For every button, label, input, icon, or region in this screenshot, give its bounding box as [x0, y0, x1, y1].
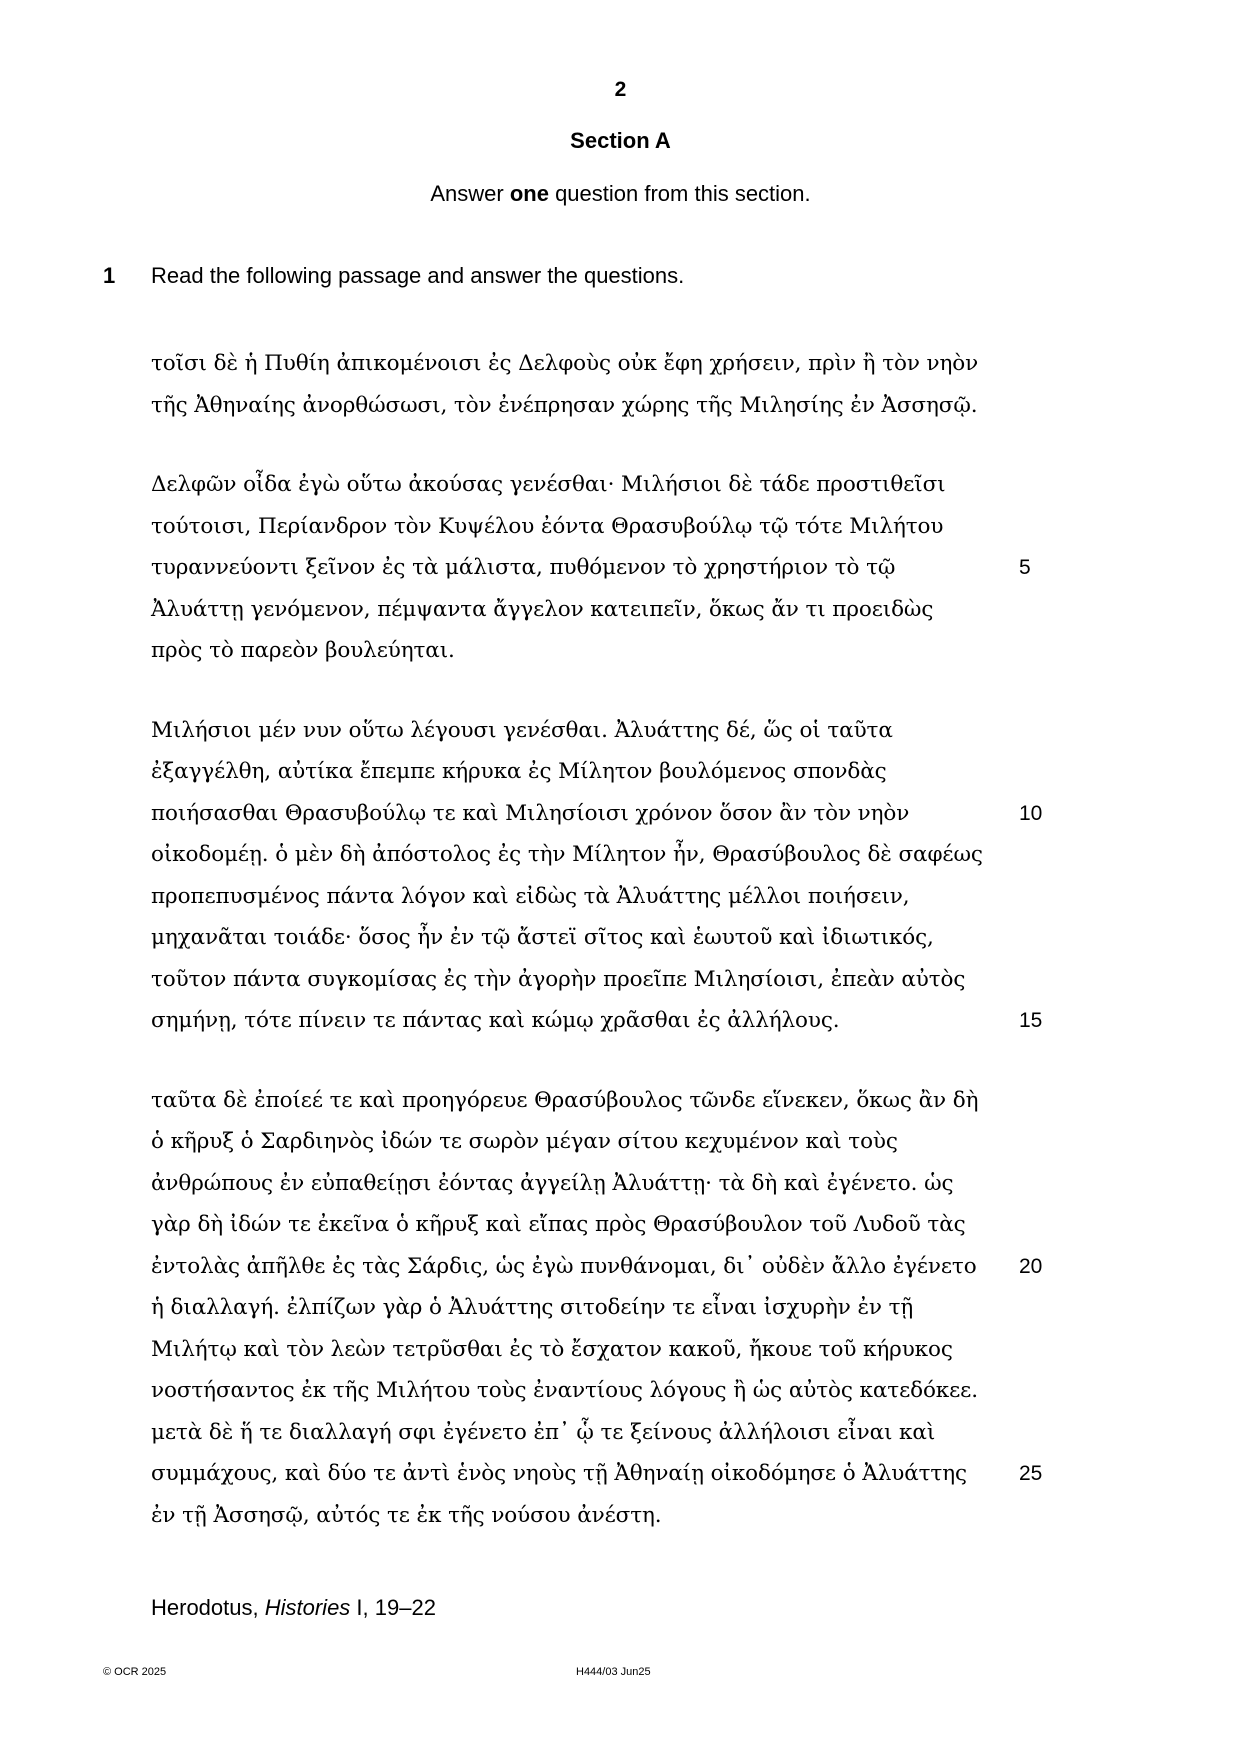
- page-number: 2: [614, 78, 627, 101]
- passage-line: [151, 1453, 1043, 1495]
- passage-line: [151, 385, 981, 427]
- instruction-text-post: question from this section.: [548, 181, 811, 206]
- passage-line: [151, 1080, 981, 1122]
- passage-line: [151, 1329, 981, 1371]
- footer-copyright: © OCR 2025: [103, 1666, 167, 1678]
- passage-line-text: προπεπυσμένος πάντα λόγον καὶ εἰδὼς τὰ Ἀλυάττης μέλλοι ποιήσειν,: [151, 883, 910, 909]
- passage-line-text: συμμάχους, καὶ δύο τε ἀντὶ ἑνὸς νηοὺς τῇ Ἀθηναίῃ οἰκοδόμησε ὁ Ἀλυάττης: [151, 1461, 967, 1486]
- passage-line-text: τυραννεύοντι ξεῖνον ἐς τὰ μάλιστα, πυθόμενον τὸ χρηστήριον τὸ τῷ: [151, 555, 896, 580]
- passage-paragraph: [151, 464, 1031, 672]
- passage-line-text: μετὰ δὲ ἥ τε διαλλαγή σφι ἐγένετο ἐπ᾽ ᾧ τε ξείνους ἀλλήλοισι εἶναι καὶ: [151, 1419, 936, 1445]
- question-prompt: Read the following passage and answer the questions.: [151, 263, 685, 288]
- line-number: 10: [1019, 801, 1043, 825]
- line-number: 25: [1019, 1462, 1043, 1485]
- passage-line: [151, 917, 981, 959]
- passage-line-text: Ἀλυάττῃ γενόμενον, πέμψαντα ἄγγελον κατειπεῖν, ὅκως ἄν τι προειδὼς: [151, 596, 934, 622]
- passage-line: [151, 589, 981, 631]
- passage-line: [151, 751, 981, 793]
- passage-line: [151, 1412, 981, 1454]
- section-instruction: [0, 181, 1241, 207]
- passage-line-text: τοῖσι δὲ ἡ Πυθίη ἀπικομένοισι ἐς Δελφοὺς οὐκ ἔφη χρήσειν, πρὶν ἢ τὸν νηὸν: [151, 351, 979, 376]
- passage-line: [151, 630, 981, 672]
- passage-line: [151, 1495, 981, 1537]
- passage-line-text: σημήνῃ, τότε πίνειν τε πάντας καὶ κώμῳ χρᾶσθαι ἐς ἀλλήλους.: [151, 1008, 840, 1033]
- passage-paragraph: [151, 1080, 1043, 1537]
- passage-line-text: μηχανᾶται τοιάδε· ὅσος ἦν ἐν τῷ ἄστεϊ σῖτος καὶ ἑωυτοῦ καὶ ἰδιωτικός,: [151, 925, 934, 950]
- instruction-emphasis: one: [509, 181, 549, 206]
- passage-line: [151, 547, 1031, 589]
- passage-line-text: ἐν τῇ Ἀσσησῷ, αὐτός τε ἐκ τῆς νούσου ἀνέστη.: [151, 1502, 662, 1528]
- passage-line-text: ἀνθρώπους ἐν εὐπαθείῃσι ἐόντας ἀγγείλῃ Ἀλυάττῃ· τὰ δὴ καὶ ἐγένετο. ὡς: [151, 1170, 954, 1196]
- passage-line-text: τῆς Ἀθηναίης ἀνορθώσωσι, τὸν ἐνέπρησαν χώρης τῆς Μιλησίης ἐν Ἀσσησῷ.: [151, 392, 978, 418]
- citation-reference: I, 19–22: [350, 1595, 436, 1620]
- passage-line: [151, 1287, 981, 1329]
- section-title: Section A: [570, 128, 671, 153]
- passage-line-text: νοστήσαντος ἐκ τῆς Μιλήτου τοὺς ἐναντίους λόγους ἢ ὡς αὐτὸς κατεδόκεε.: [151, 1378, 978, 1403]
- passage-line-text: ἡ διαλλαγή. ἐλπίζων γὰρ ὁ Ἀλυάττης σιτοδείην τε εἶναι ἰσχυρὴν ἐν τῇ: [151, 1295, 914, 1320]
- passage-line: [151, 876, 981, 918]
- passage-line-text: Μιλήσιοι μέν νυν οὕτω λέγουσι γενέσθαι. Ἀλυάττης δέ, ὥς οἱ ταῦτα: [151, 717, 893, 743]
- passage-line-text: οἰκοδομέῃ. ὁ μὲν δὴ ἀπόστολος ἐς τὴν Μίλητον ἦν, Θρασύβουλος δὲ σαφέως: [151, 842, 983, 867]
- passage-line: [151, 1204, 981, 1246]
- passage-line: [151, 464, 981, 506]
- instruction-text-pre: Answer: [430, 181, 510, 206]
- footer-paper-code: H444/03 Jun25: [576, 1666, 651, 1678]
- passage-line: [151, 1370, 981, 1412]
- passage-line-text: τοῦτον πάντα συγκομίσας ἐς τὴν ἀγορὴν προεῖπε Μιλησίοισι, ἐπεὰν αὐτὸς: [151, 966, 966, 992]
- passage-line-text: Δελφῶν οἶδα ἐγὼ οὕτω ἀκούσας γενέσθαι· Μιλήσιοι δὲ τάδε προστιθεῖσι: [151, 472, 946, 497]
- passage-line: [151, 1000, 1043, 1042]
- passage-line-text: τούτοισι, Περίανδρον τὸν Κυψέλου ἐόντα Θρασυβούλῳ τῷ τότε Μιλήτου: [151, 513, 944, 539]
- passage-line-text: ἐντολὰς ἀπῆλθε ἐς τὰς Σάρδις, ὡς ἐγὼ πυνθάνομαι, δι᾽ οὐδὲν ἄλλο ἐγένετο: [151, 1253, 977, 1279]
- passage-line: [151, 959, 981, 1001]
- passage-line: [151, 506, 981, 548]
- passage-line-text: ἐξαγγέλθη, αὐτίκα ἔπεμπε κήρυκα ἐς Μίλητον βουλόμενος σπονδὰς: [151, 759, 887, 784]
- line-number: 20: [1019, 1254, 1043, 1278]
- passage-line-text: πρὸς τὸ παρεὸν βουλεύηται.: [151, 638, 455, 663]
- passage-paragraph: [151, 710, 1043, 1042]
- passage-line: [151, 710, 981, 752]
- passage-line-text: Μιλήτῳ καὶ τὸν λεὼν τετρῦσθαι ἐς τὸ ἔσχατον κακοῦ, ἤκουε τοῦ κήρυκος: [151, 1336, 953, 1362]
- greek-passage: [151, 343, 1043, 1574]
- question-number: 1: [103, 263, 116, 288]
- passage-line: [151, 793, 1043, 835]
- passage-line-text: ποιήσασθαι Θρασυβούλῳ τε καὶ Μιλησίοισι χρόνον ὅσον ἂν τὸν νηὸν: [151, 800, 910, 826]
- passage-line: [151, 1246, 1043, 1288]
- citation-work-title: Histories: [264, 1595, 351, 1620]
- passage-line: [151, 1121, 981, 1163]
- passage-line-text: ταῦτα δὲ ἐποίεέ τε καὶ προηγόρευε Θρασύβουλος τῶνδε εἵνεκεν, ὅκως ἂν δὴ: [151, 1087, 979, 1113]
- passage-line-text: γὰρ δὴ ἰδών τε ἐκεῖνα ὁ κῆρυξ καὶ εἴπας πρὸς Θρασύβουλον τοῦ Λυδοῦ τὰς: [151, 1212, 966, 1237]
- passage-line: [151, 834, 981, 876]
- line-number: 15: [1019, 1009, 1043, 1032]
- passage-citation: [151, 1595, 436, 1621]
- passage-line-text: ὁ κῆρυξ ὁ Σαρδιηνὸς ἰδών τε σωρὸν μέγαν σίτου κεχυμένον καὶ τοὺς: [151, 1129, 898, 1154]
- passage-paragraph: [151, 343, 981, 426]
- passage-line: [151, 343, 981, 385]
- passage-line: [151, 1163, 981, 1205]
- line-number: 5: [1019, 556, 1031, 579]
- citation-author: Herodotus,: [151, 1595, 265, 1620]
